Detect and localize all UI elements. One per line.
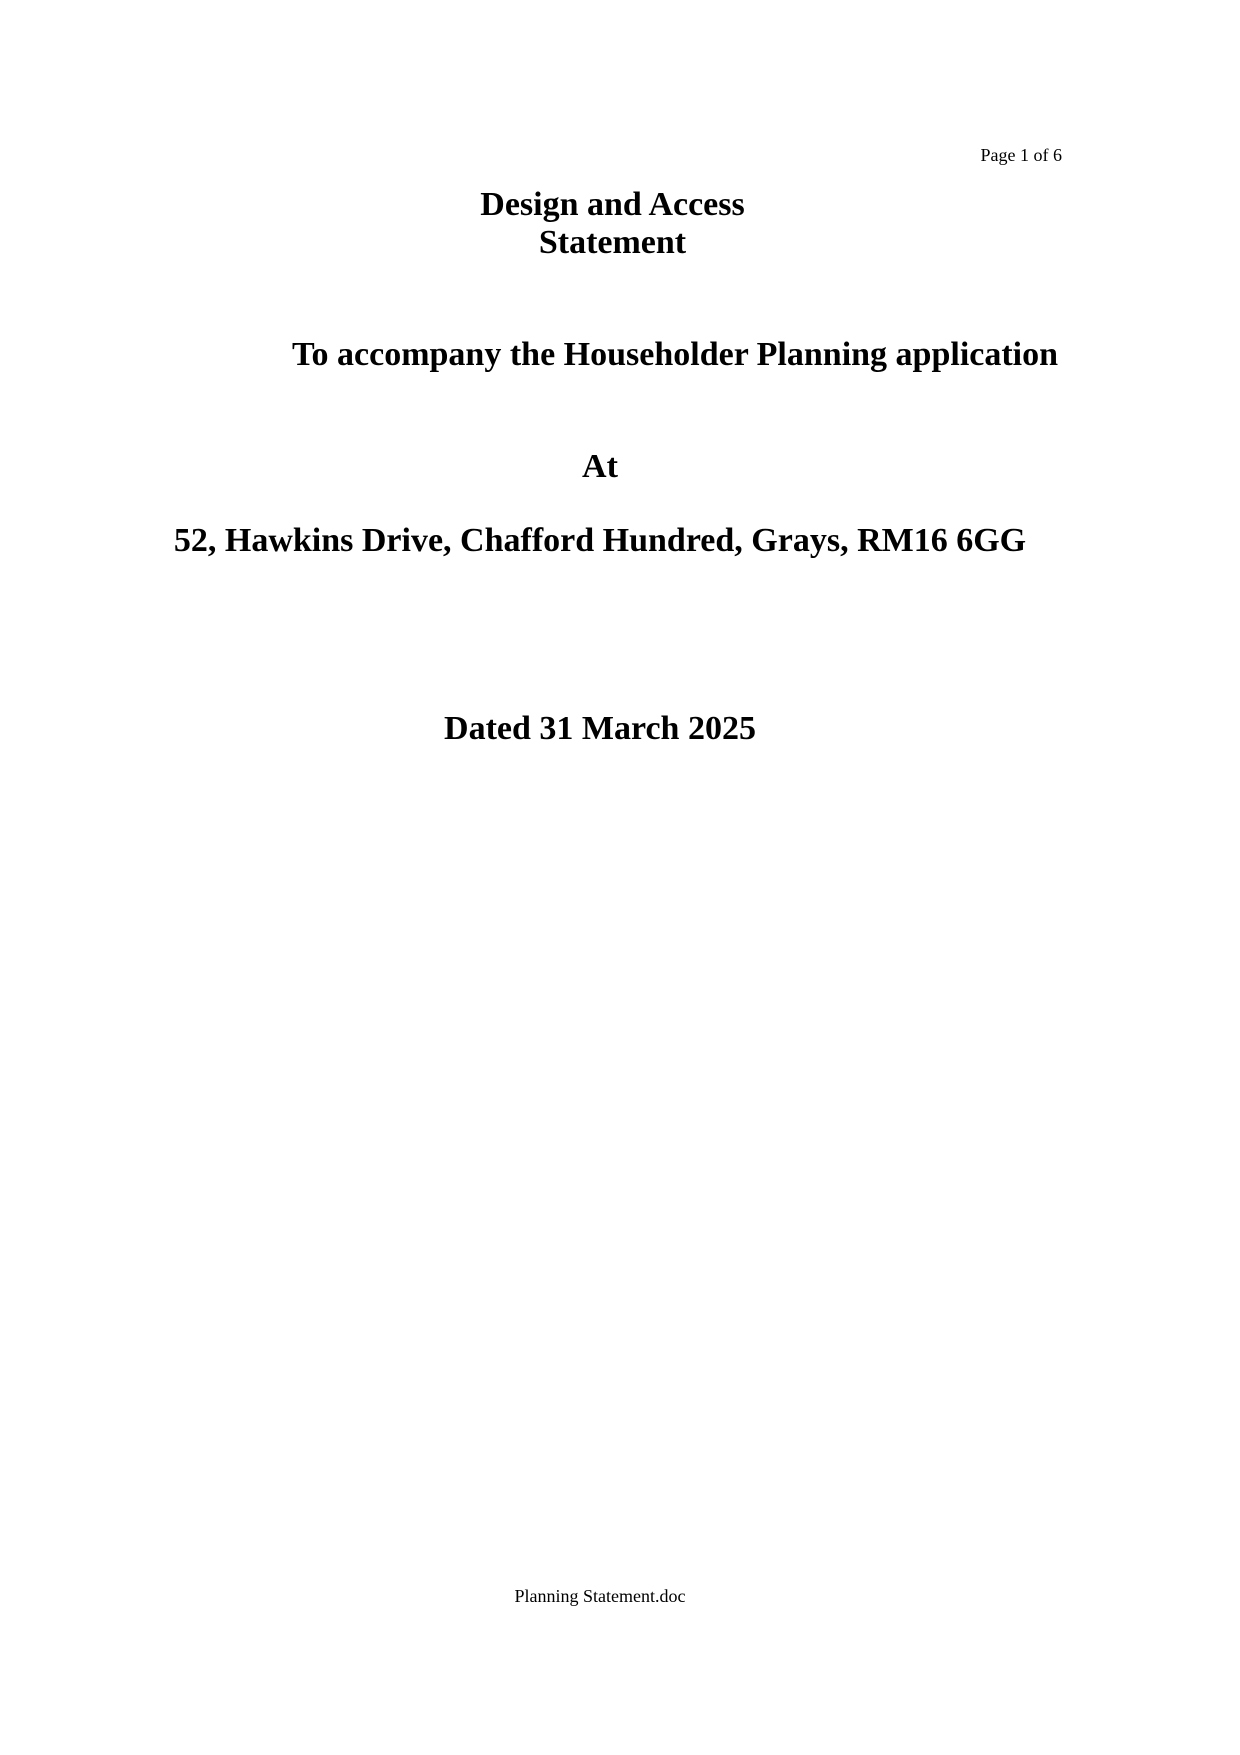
title-line-2: Statement: [538, 224, 687, 261]
accompany-heading: To accompany the Householder Planning application: [291, 336, 1059, 373]
date-heading: Dated 31 March 2025: [444, 710, 756, 747]
title-line-1: Design and Access: [480, 186, 745, 223]
document-title: [0, 186, 1240, 262]
at-heading: At: [582, 448, 618, 485]
footer-filename: Planning Statement.doc: [514, 1586, 686, 1606]
address-heading: 52, Hawkins Drive, Chafford Hundred, Grays, RM16 6GG: [173, 522, 1027, 559]
page-number: Page 1 of 6: [980, 145, 1062, 165]
